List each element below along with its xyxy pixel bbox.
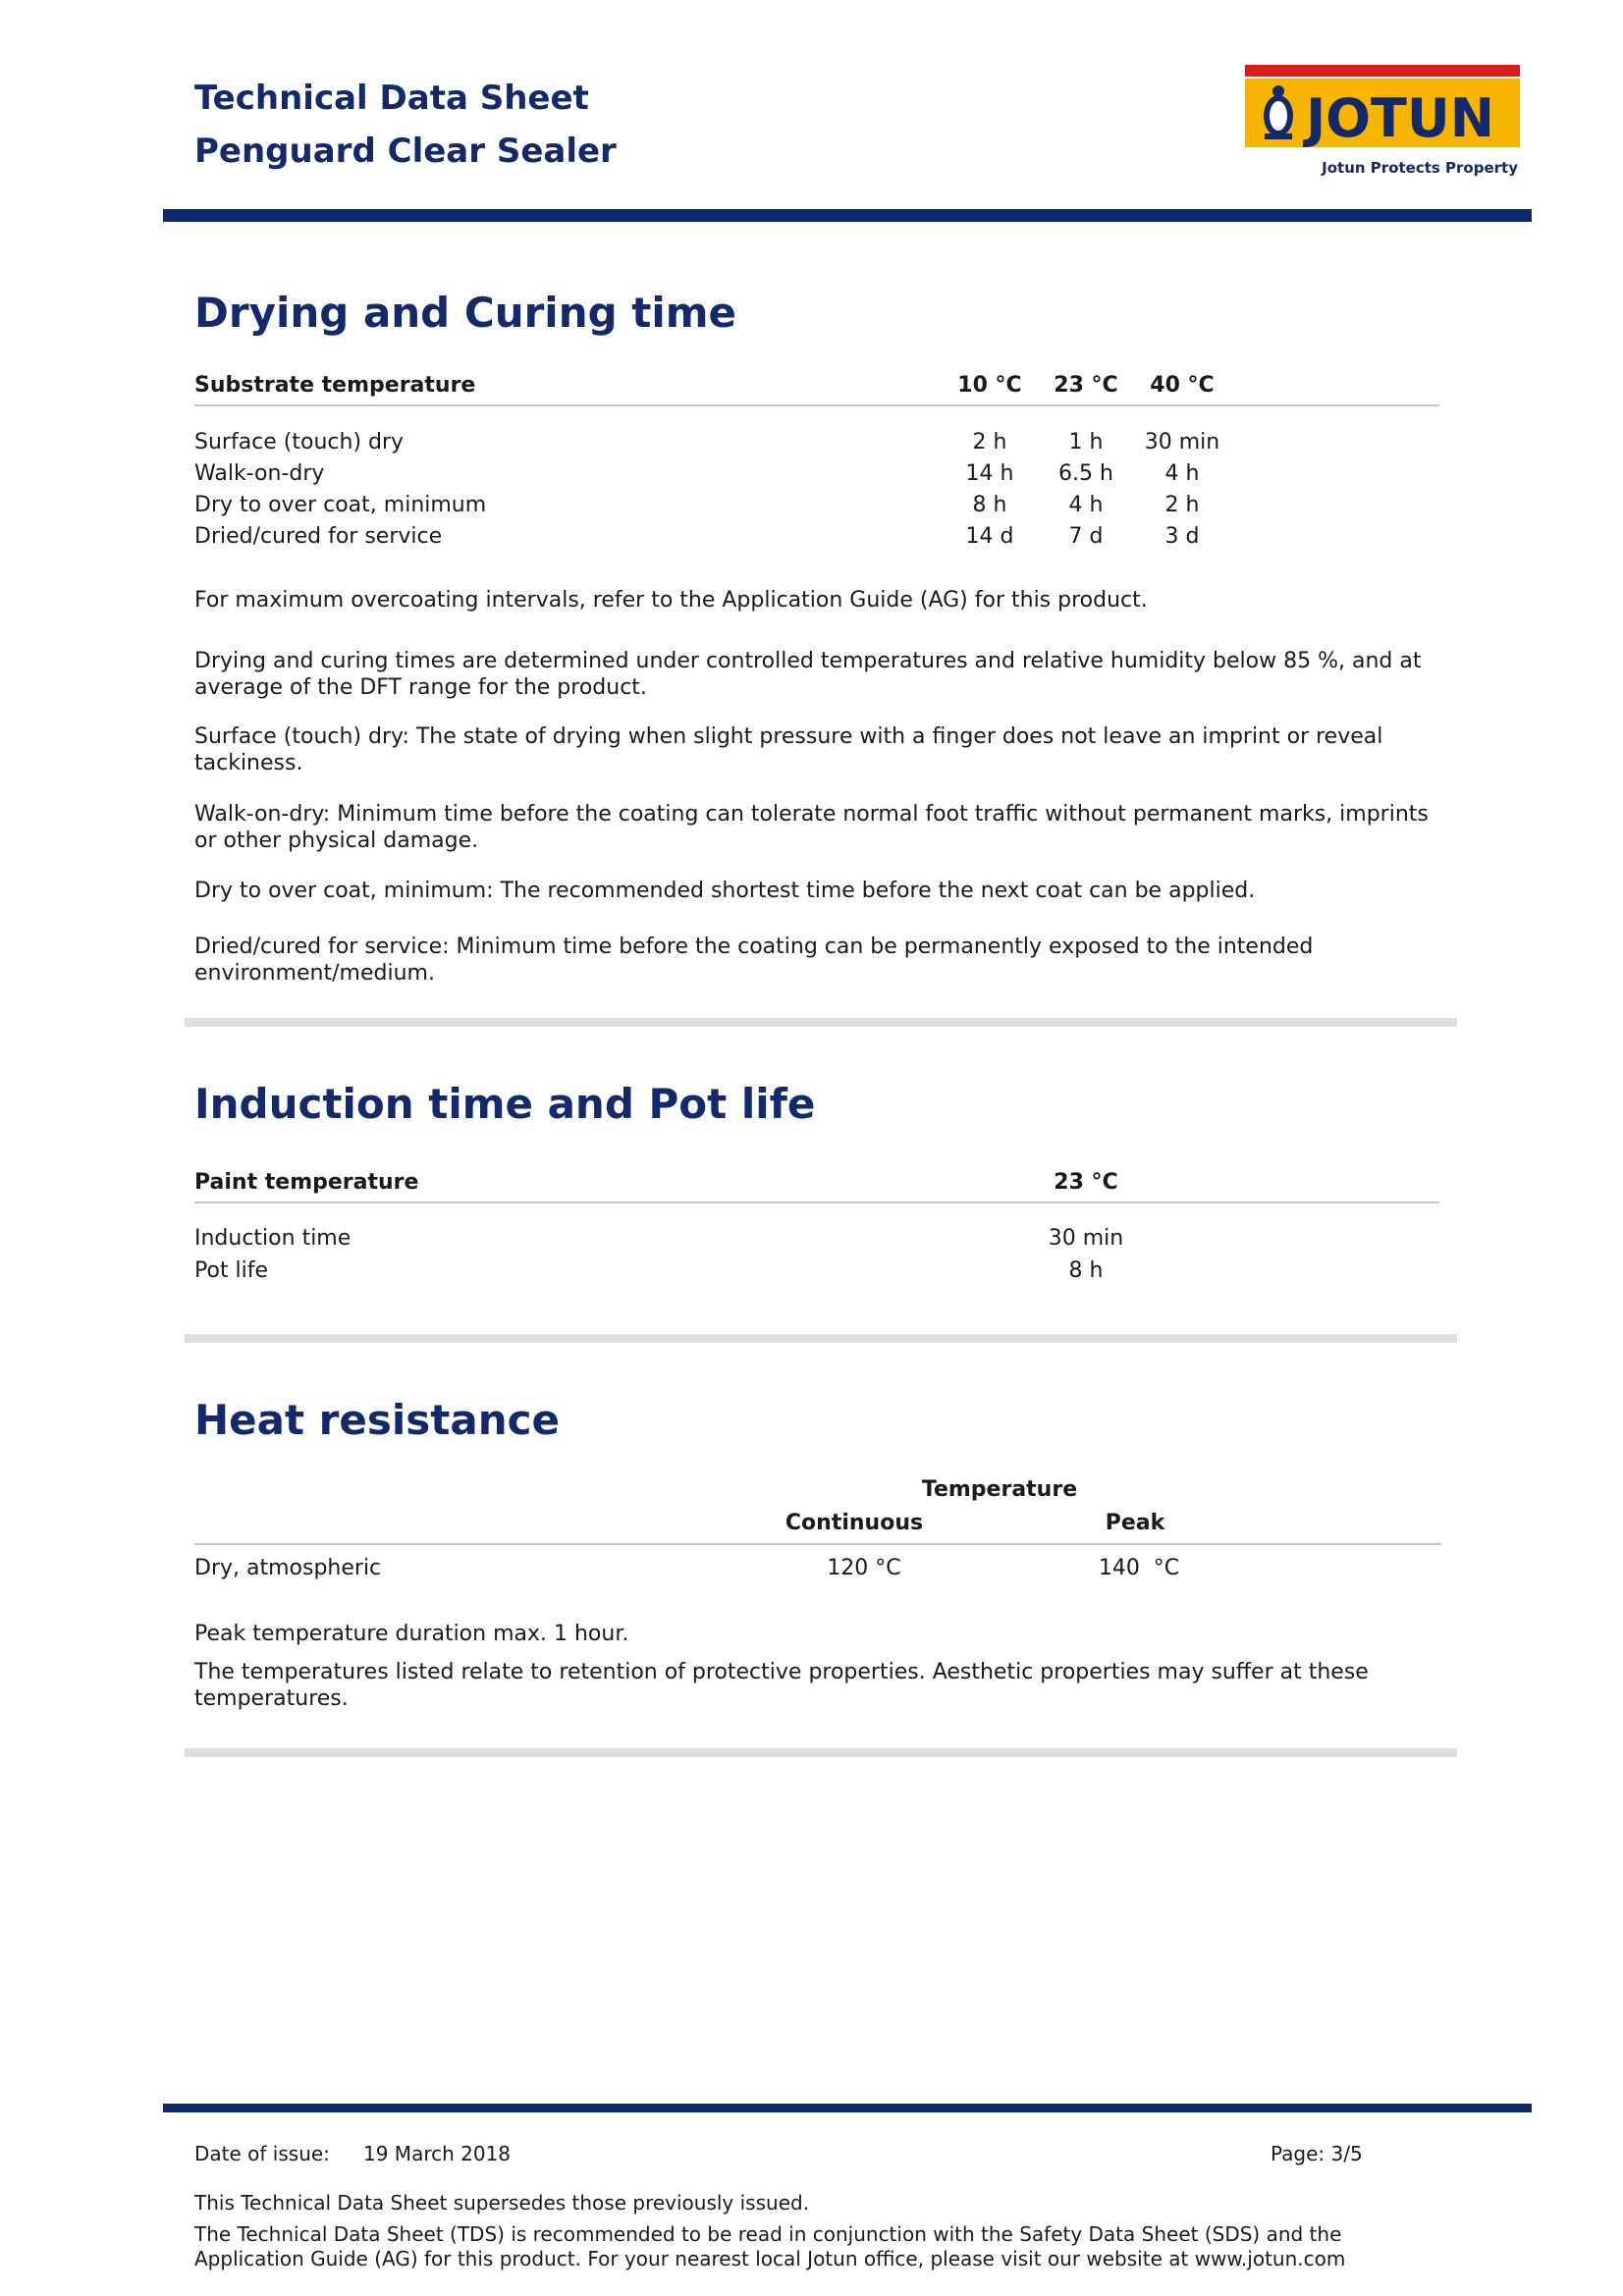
svg-text:JOTUN: JOTUN	[1306, 87, 1494, 149]
induction-col-23: 23 °C	[1054, 1170, 1118, 1195]
section-divider	[185, 1018, 1457, 1027]
drying-note-touch-dry: Surface (touch) dry: The state of drying when slight pressure with a finger does not leave an imprint or reveal tackiness.	[194, 724, 1383, 775]
heat-head-rule	[194, 1543, 1441, 1545]
pot-life-value: 8 h	[1068, 1258, 1104, 1283]
row-label: Walk-on-dry	[194, 461, 325, 486]
row-value: 1 h	[1068, 430, 1104, 454]
drying-note-intervals: For maximum overcoating intervals, refer to the Application Guide (AG) for this product.	[194, 588, 1148, 613]
table-row	[194, 460, 1274, 492]
section-title-induction: Induction time and Pot life	[194, 1080, 816, 1128]
row-value: 6.5 h	[1058, 461, 1113, 486]
row-value: 30 min	[1144, 430, 1220, 454]
row-value: 2 h	[1164, 493, 1200, 517]
document-type: Technical Data Sheet	[194, 79, 589, 118]
row-value: 14 d	[965, 524, 1014, 549]
row-value: 2 h	[972, 430, 1007, 454]
heat-row-label: Dry, atmospheric	[194, 1556, 382, 1580]
drying-col-10: 10 °C	[957, 373, 1022, 398]
heat-note-properties: The temperatures listed relate to retention of protective properties. Aesthetic properties may suffer at these temperatures.	[194, 1660, 1369, 1711]
section-title-heat: Heat resistance	[194, 1396, 560, 1444]
table-row	[194, 523, 1274, 555]
heat-continuous-value: 120 °C	[827, 1556, 901, 1580]
date-of-issue: 19 March 2018	[363, 2142, 512, 2165]
row-value: 8 h	[972, 493, 1007, 517]
jotun-logo	[1245, 65, 1520, 181]
row-value: 14 h	[965, 461, 1014, 486]
footer-recommendation: The Technical Data Sheet (TDS) is recommended to be read in conjunction with the Safety Data Sheet (SDS) and the Application Guide (AG) for this product. For your nearest local Jotun office, please visit our website at www.jotun.com	[194, 2222, 1346, 2270]
svg-text:Jotun Protects Property: Jotun Protects Property	[1322, 159, 1518, 177]
drying-note-conditions: Drying and curing times are determined under controlled temperatures and relative humidity below 85 %, and at average of the DFT range for the product.	[194, 649, 1422, 700]
heat-group-label: Temperature	[921, 1477, 1078, 1502]
heat-peak-value: 140 °C	[1098, 1556, 1180, 1580]
table-row	[194, 492, 1274, 523]
header-rule	[163, 209, 1532, 222]
induction-time-value: 30 min	[1048, 1226, 1124, 1251]
row-value: 7 d	[1068, 524, 1104, 549]
table-row	[194, 429, 1274, 460]
heat-col-peak: Peak	[1105, 1511, 1165, 1535]
drying-note-over-coat: Dry to over coat, minimum: The recommended shortest time before the next coat can be applied.	[194, 879, 1256, 903]
induction-head-rule	[194, 1201, 1439, 1203]
section-title-drying: Drying and Curing time	[194, 289, 737, 337]
drying-col-40: 40 °C	[1150, 373, 1215, 398]
page-number: Page: 3/5	[1271, 2142, 1363, 2165]
section-divider	[185, 1334, 1457, 1343]
section-divider	[185, 1748, 1457, 1757]
row-label: Dry to over coat, minimum	[194, 493, 487, 517]
drying-col-23: 23 °C	[1054, 373, 1118, 398]
date-of-issue-label: Date of issue:	[194, 2142, 330, 2165]
row-value: 4 h	[1068, 493, 1104, 517]
row-label: Surface (touch) dry	[194, 430, 405, 454]
drying-note-cured: Dried/cured for service: Minimum time before the coating can be permanently exposed to the intended environment/medium.	[194, 934, 1314, 986]
product-name: Penguard Clear Sealer	[194, 132, 617, 171]
induction-head-label: Paint temperature	[194, 1170, 419, 1195]
drying-head-label: Substrate temperature	[194, 373, 476, 398]
row-value: 3 d	[1164, 524, 1200, 549]
drying-table	[194, 429, 1274, 555]
heat-note-duration: Peak temperature duration max. 1 hour.	[194, 1622, 629, 1646]
row-value: 4 h	[1164, 461, 1200, 486]
heat-col-continuous: Continuous	[784, 1511, 924, 1535]
footer-supersedes: This Technical Data Sheet supersedes those previously issued.	[194, 2191, 810, 2215]
drying-head-rule	[194, 404, 1439, 406]
drying-note-walk-on-dry: Walk-on-dry: Minimum time before the coating can tolerate normal foot traffic without permanent marks, imprints or other physical damage.	[194, 802, 1429, 853]
row-label: Dried/cured for service	[194, 524, 443, 549]
induction-time-label: Induction time	[194, 1226, 352, 1251]
pot-life-label: Pot life	[194, 1258, 269, 1283]
footer-rule	[163, 2104, 1532, 2112]
